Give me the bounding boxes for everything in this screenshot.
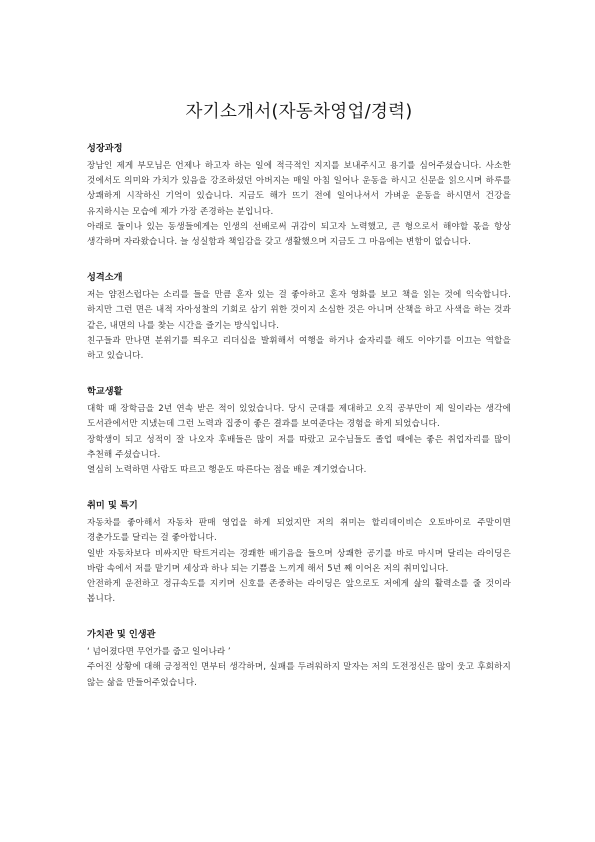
section-growth [87,142,511,250]
section-personality [87,271,511,364]
section-heading: 성장과정 [87,143,123,154]
document-title: 자기소개서(자동차영업/경력) [185,102,413,122]
motto-quote: ‘ 넘어졌다면 무언가를 줍고 일어나라 ’ [87,647,231,658]
paragraph: 장남인 제게 부모님은 언제나 하고자 하는 일에 적극적인 지지를 보내주시고 용기를 심어주셨습니다. 사소한 것에서도 의미와 가치가 있음을 강조하셨던 아버지는 매일 아침 일어나 운동을 하시고 신문을 읽으시며 하루를 상쾌하게 시작하신 기억이 있습니다. 지금도 해가 뜨기 전에 일어나셔서 가벼운 운동을 하시면서 건강을 유지하시는 모습에 제가 가장 존경하는 분입니다. [87,161,511,217]
section-heading: 성격소개 [87,272,123,284]
section-heading: 취미 및 특기 [87,500,138,512]
paragraph: 열심히 노력하면 사람도 따르고 행운도 따른다는 점을 배운 계기였습니다. [87,465,367,476]
paragraph: 대학 때 장학금을 2년 연속 받은 적이 있었습니다. 당시 군대를 제대하고 오직 공부만이 제 일이라는 생각에 도서관에서만 지냈는데 그런 노력과 집중이 좋은 결과를 보여준다는 경험을 하게 되었습니다. [87,404,511,430]
paragraph: 일반 자동차보다 비싸지만 탁트거리는 경쾌한 배기음을 들으며 상쾌한 공기를 바로 마시며 달리는 라이딩은 바람 속에서 저를 맡기며 세상과 하나 되는 기쁨을 느끼게 해서 5년 째 이어온 저의 취미입니다. [87,548,511,574]
paragraph: 장학생이 되고 성적이 잘 나오자 후배들은 많이 저를 따랐고 교수님들도 졸업 때에는 좋은 취업자리를 많이 추천해 주셨습니다. [87,434,511,460]
section-heading: 학교생활 [87,386,123,398]
paragraph: 아래로 둘이나 있는 동생들에게는 인생의 선배로써 귀감이 되고자 노력했고, 큰 형으로서 해야할 몫을 항상 생각하며 자라왔습니다. 늘 성실함과 책임감을 갖고 생활했으며 지금도 그 마음에는 변함이 없습니다. [87,221,511,248]
paragraph: 안전하게 운전하고 정규속도를 지키며 신호를 존중하는 라이딩은 앞으로도 저에게 삶의 활력소를 줄 것이라 봅니다. [87,579,511,605]
paragraph: 자동차를 좋아해서 자동차 판매 영업을 하게 되었지만 저의 취미는 할리데이비슨 오토바이로 주말이면 경춘가도를 달리는 걸 좋아합니다. [87,518,511,544]
section-hobbies [87,499,511,607]
paragraph: 저는 얌전스럽다는 소리를 들을 만큼 혼자 있는 걸 좋아하고 혼자 영화를 보고 책을 읽는 것에 익숙합니다. 하지만 그런 면은 내적 자아성찰의 기회로 삼기 위한 것이지 소심한 것은 아니며 산책을 하고 사색을 하는 것과 같은, 내면의 나를 찾는 시간을 즐기는 방식입니다. [87,290,511,331]
paragraph: 주어진 상황에 대해 긍정적인 면부터 생각하며, 실패를 두려워하지 말자는 저의 도전정신은 많이 웃고 후회하지 않는 삶을 만들어주었습니다. [87,662,511,688]
section-values [87,628,511,690]
paragraph: 친구들과 만나면 분위기를 띄우고 리더십을 발휘해서 여행을 하거나 술자리를 해도 이야기를 이끄는 역할을 하고 있습니다. [87,335,511,362]
section-heading: 가치관 및 인생관 [87,629,156,641]
section-school-life [87,385,511,478]
